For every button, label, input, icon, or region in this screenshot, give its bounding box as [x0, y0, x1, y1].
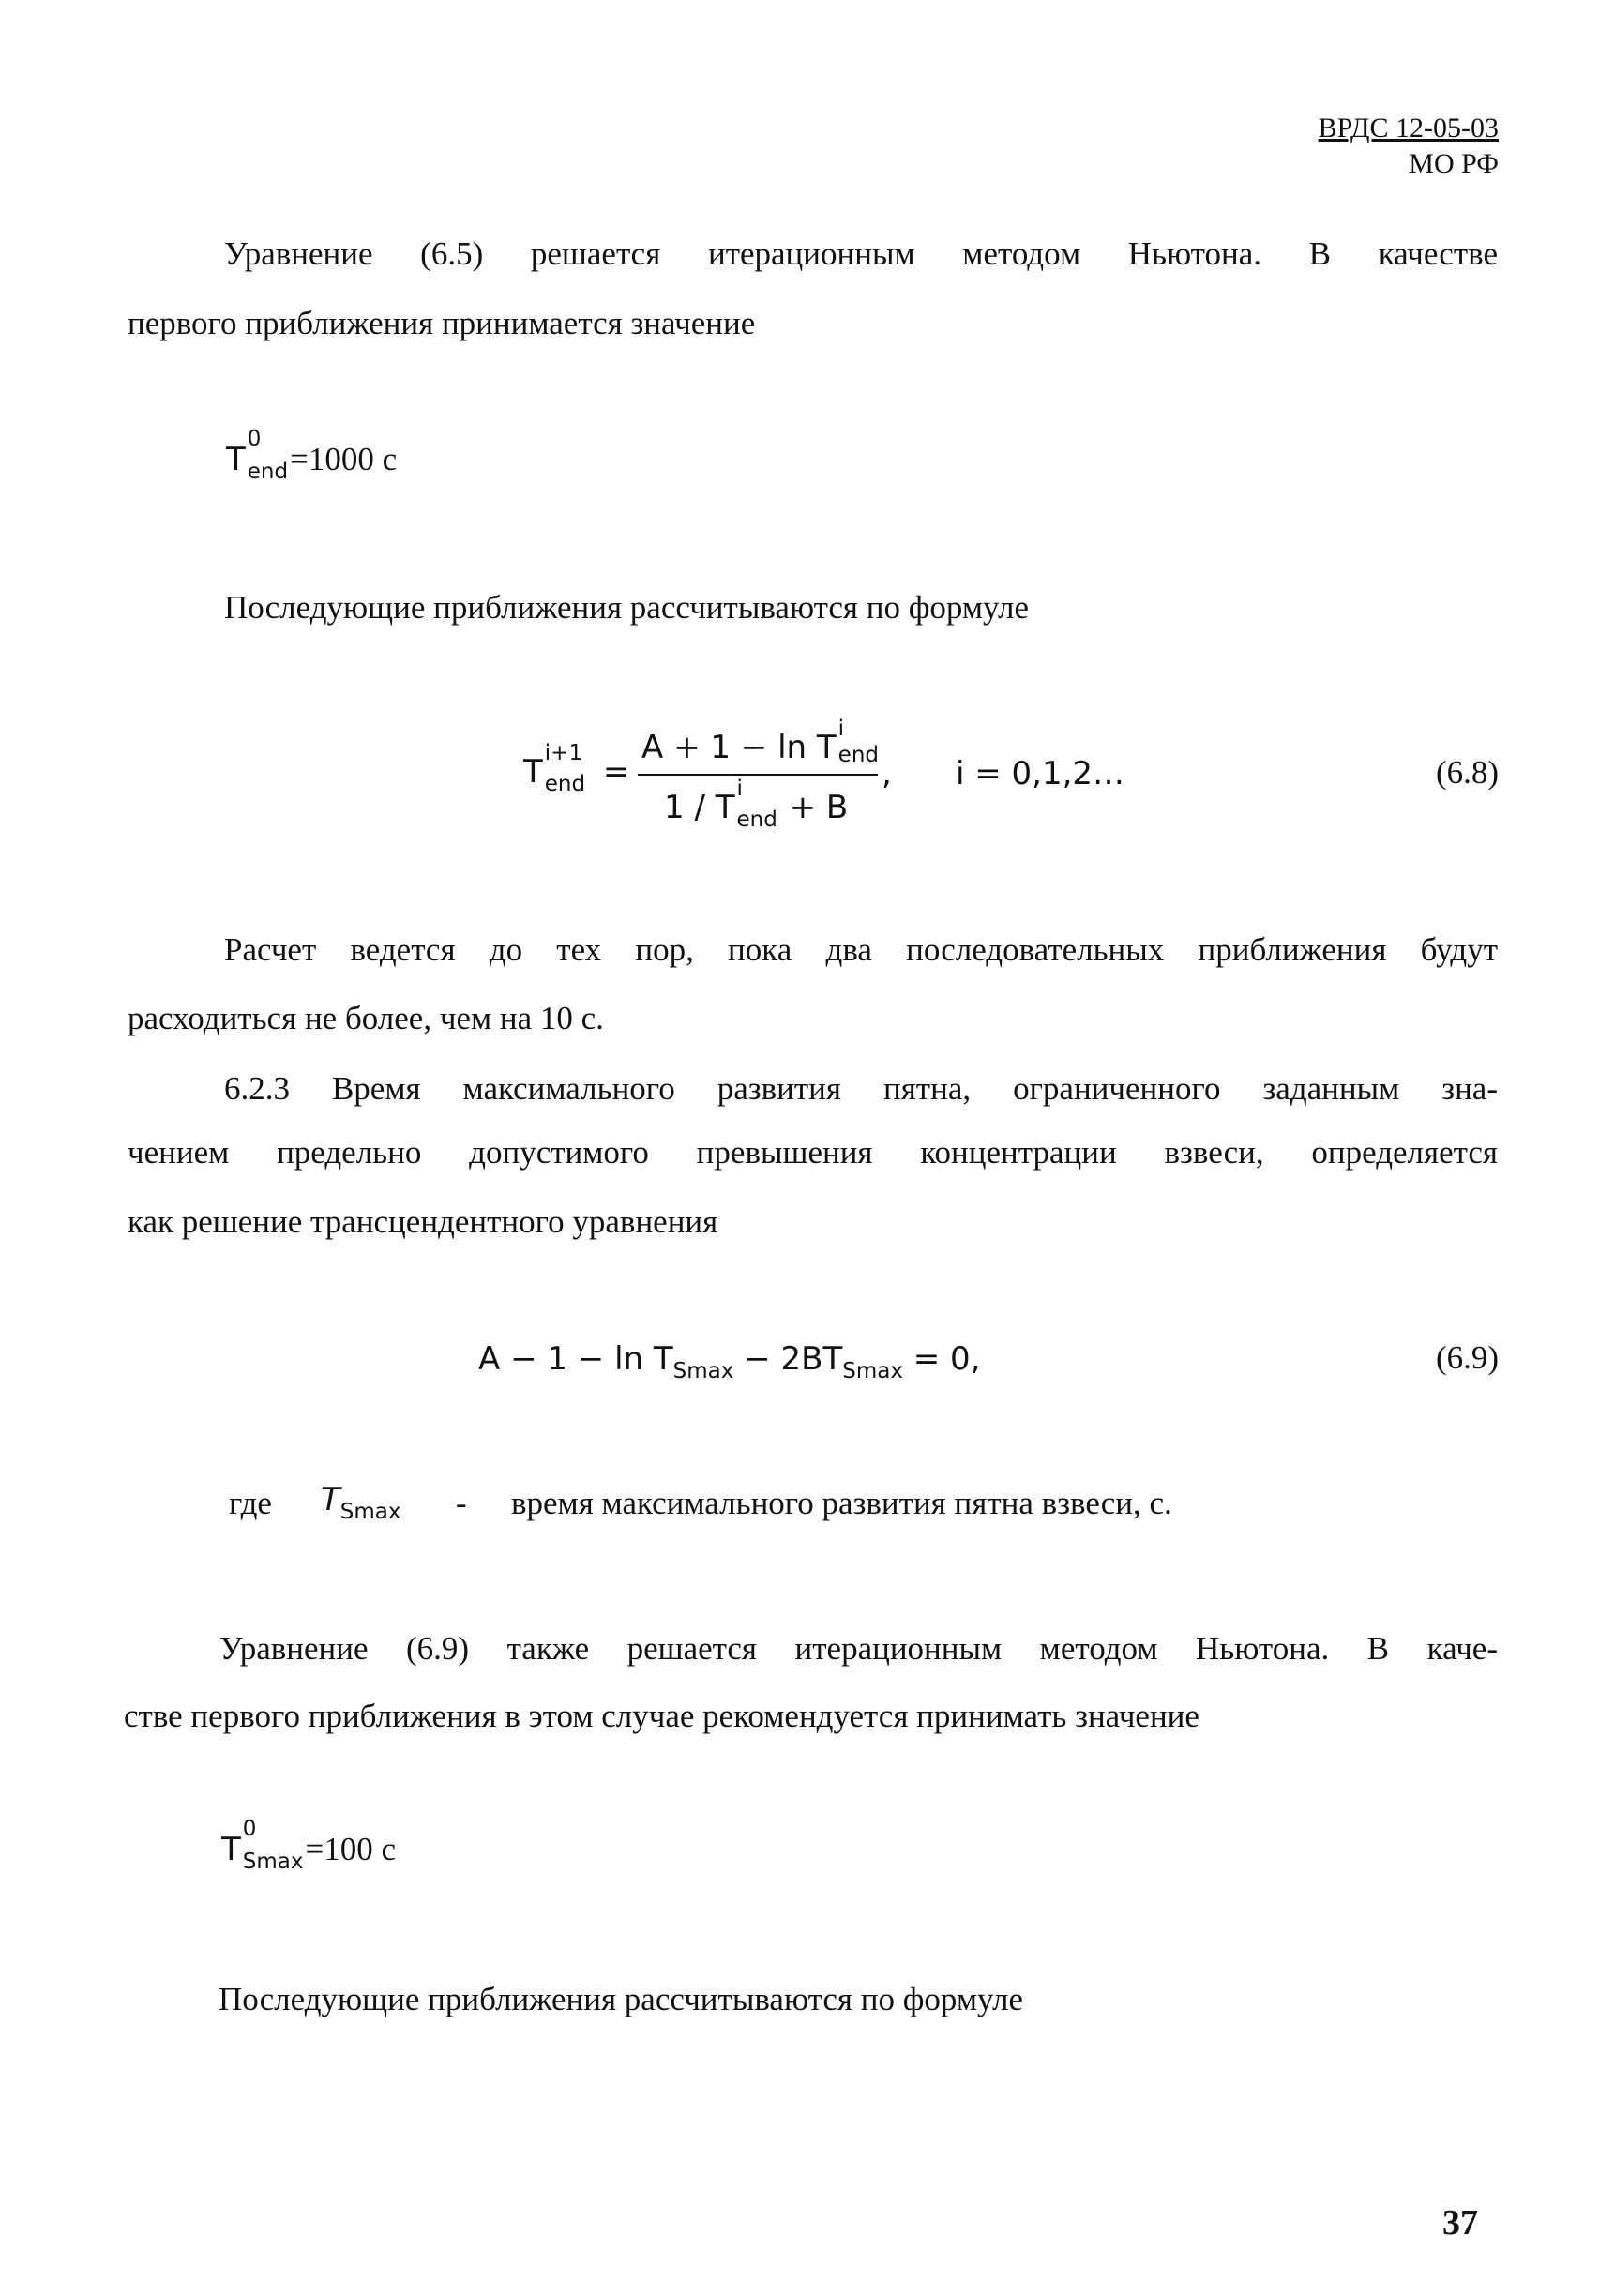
equation-text: − 2BT [733, 1340, 843, 1378]
equation-comma: , [882, 755, 892, 793]
subscript: Smax [339, 1500, 401, 1524]
paragraph-line: расходиться не более, чем на 10 с. [128, 1000, 604, 1036]
subscript: Smax [842, 1359, 903, 1383]
subscript: end [736, 808, 777, 832]
equation-6-8-numerator [641, 717, 879, 767]
paragraph-line: как решение трансцендентного уравнения [128, 1203, 718, 1240]
symbol-t: T [523, 753, 543, 791]
paragraph-line: Последующие приближения рассчитываются по формуле [219, 1981, 1023, 2017]
paragraph-line: Расчет ведется до тех пор, пока два последовательных приближения будут [224, 931, 1498, 968]
sup-sub-stack [543, 741, 586, 796]
equation-6-8-lhs [523, 741, 630, 796]
symbol-t: T [321, 1481, 340, 1518]
where-symbol [321, 1481, 401, 1524]
sup-sub-stack [246, 427, 289, 484]
paragraph-line: Уравнение (6.9) также решается итерационным методом Ньютона. В каче- [219, 1630, 1498, 1667]
superscript: 0 [242, 1817, 257, 1841]
subscript: end [247, 460, 289, 484]
subscript: Smax [672, 1359, 734, 1383]
paragraph-line: Последующие приближения рассчитываются по формуле [224, 589, 1029, 626]
where-description: время максимального развития пятна взвеси, с. [511, 1485, 1172, 1521]
paragraph-line: чением предельно допустимого превышения концентрации взвеси, определяется [128, 1134, 1498, 1171]
subscript: end [544, 772, 586, 796]
initial-approximation-end [226, 427, 398, 484]
numerator-text: A + 1 − ln T [641, 729, 837, 766]
page-number: 37 [1442, 2203, 1478, 2243]
denominator-tail: + B [778, 789, 849, 826]
sup-sub-stack [837, 717, 879, 767]
equation-number: (6.9) [1435, 1339, 1499, 1376]
value-text: =100 с [305, 1831, 397, 1867]
fraction-bar [638, 774, 878, 776]
where-word: где [229, 1485, 272, 1521]
subscript: Smax [242, 1850, 304, 1874]
symbol-t: T [226, 441, 246, 478]
equation-text: = 0, [902, 1340, 981, 1378]
paragraph-line: стве первого приближения в этом случае рекомендуется принимать значение [124, 1698, 1199, 1734]
superscript: i [736, 777, 743, 801]
sup-sub-stack [734, 777, 777, 832]
value-text: =1000 с [290, 441, 398, 477]
document-header [1319, 111, 1499, 181]
organization: МО РФ [1409, 147, 1499, 179]
symbol-t: T [221, 1831, 241, 1868]
index-range: i = 0,1,2… [956, 755, 1125, 793]
equation-number: (6.8) [1435, 754, 1499, 791]
equation-6-8-denominator [664, 777, 849, 832]
document-code: ВРДС 12-05-03 [1318, 113, 1499, 144]
superscript: 0 [247, 427, 262, 451]
sup-sub-stack [241, 1817, 304, 1874]
denominator-text: 1 / T [664, 789, 735, 826]
equation-6-9 [478, 1340, 981, 1383]
where-dash: - [456, 1485, 467, 1521]
superscript: i+1 [544, 741, 583, 765]
paragraph-line: 6.2.3 Время максимального развития пятна, ограниченного заданным зна- [224, 1070, 1498, 1107]
paragraph-line: Уравнение (6.5) решается итерационным методом Ньютона. В качестве [224, 235, 1498, 272]
paragraph-line: первого приближения принимается значение [128, 305, 756, 341]
initial-approximation-smax [221, 1817, 397, 1874]
equation-text: A − 1 − ln T [478, 1340, 673, 1378]
equals-sign: = [602, 753, 630, 791]
subscript: end [837, 743, 879, 767]
superscript: i [837, 717, 845, 741]
